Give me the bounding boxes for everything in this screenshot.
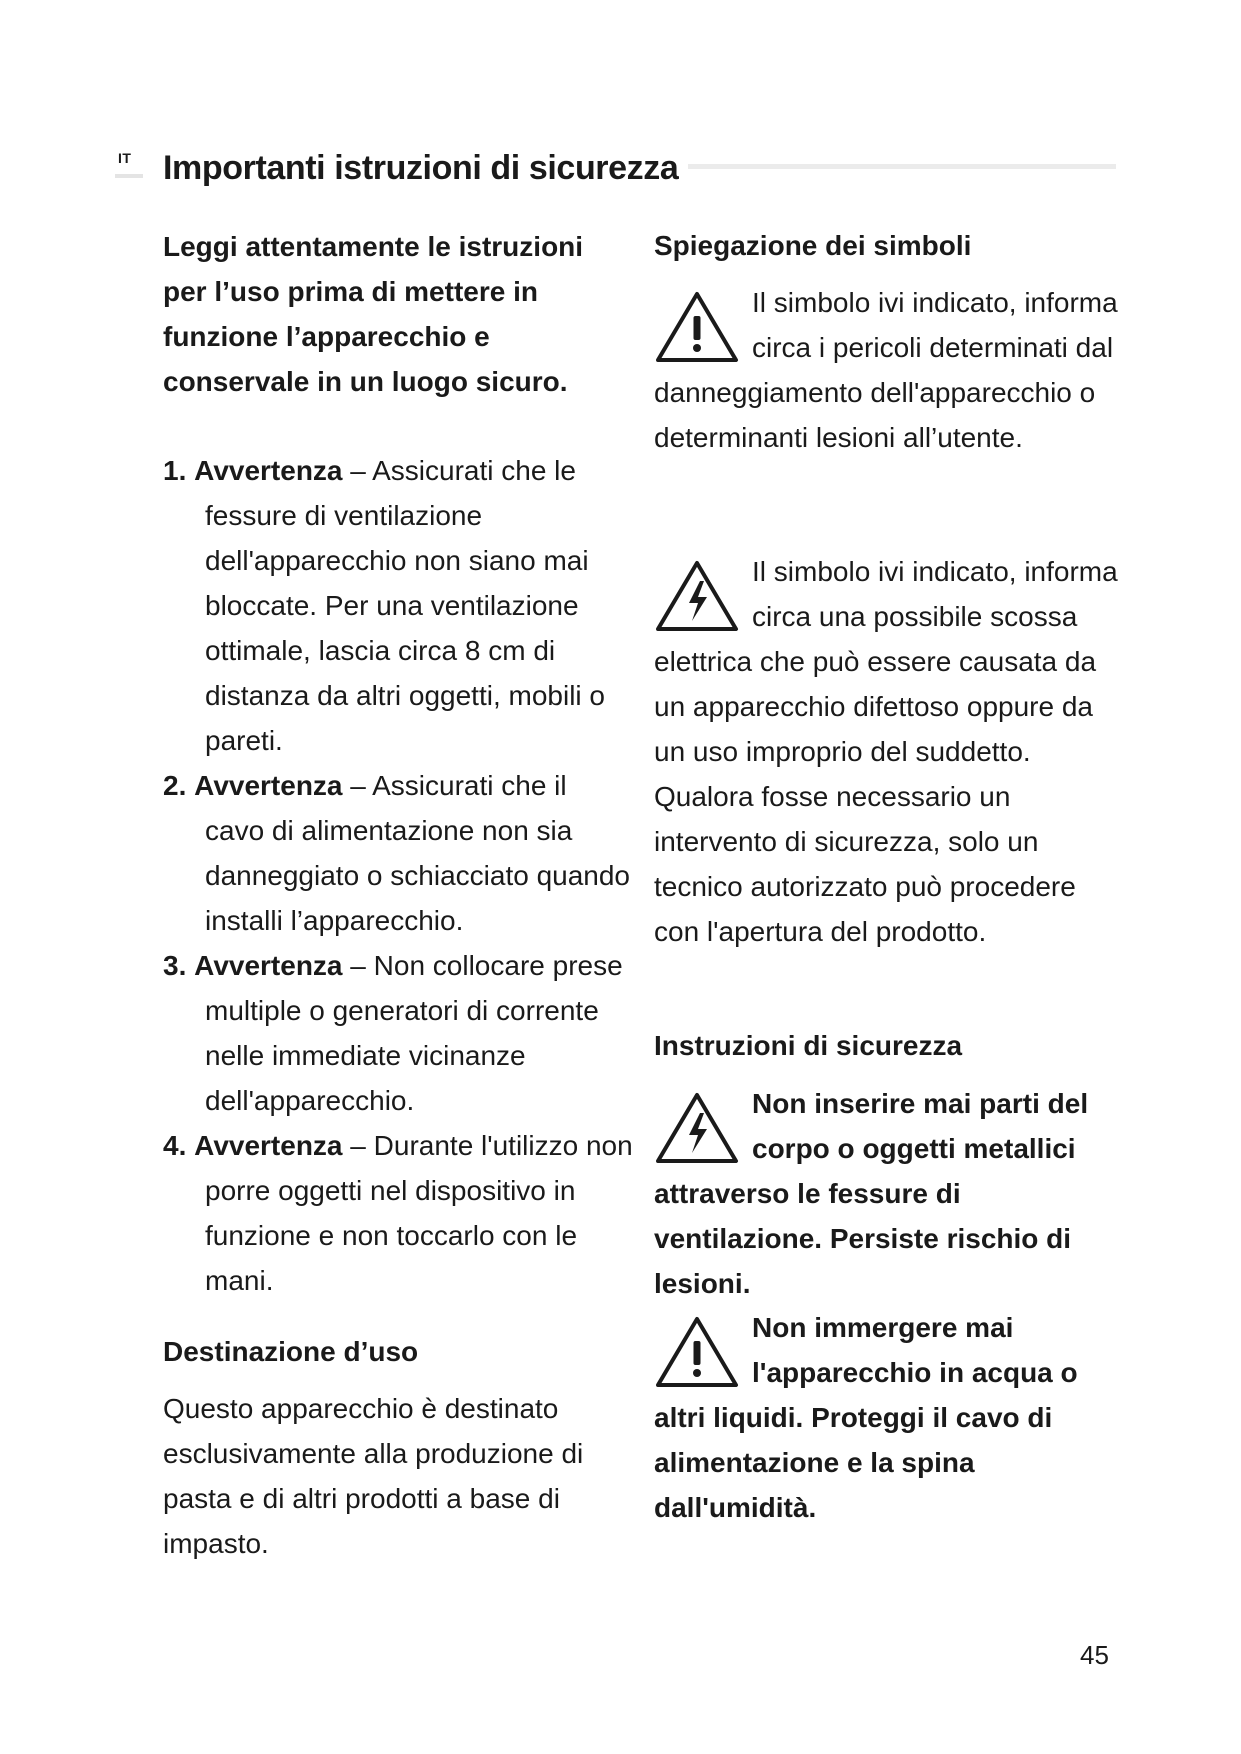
warning-label: Avvertenza xyxy=(194,950,343,981)
warning-item xyxy=(163,763,633,943)
intended-use-heading: Destinazione d’uso xyxy=(163,1336,419,1367)
warning-exclamation-icon xyxy=(654,290,740,364)
electric-shock-warning-icon xyxy=(654,1091,740,1165)
safety-water-warning xyxy=(654,1305,1124,1530)
warning-number: 2. xyxy=(163,770,187,801)
symbols-heading: Spiegazione dei simboli xyxy=(654,230,972,261)
safety-water-text: Non immergere mai l'apparecchio in acqua o altri liquidi. Proteggi il cavo di alimentazione e la spina dall'umidità. xyxy=(654,1312,1078,1523)
warning-label: Avvertenza xyxy=(194,455,343,486)
right-column xyxy=(654,224,1124,1523)
symbol-general-text: Il simbolo ivi indicato, informa circa i pericoli determinati dal danneggiamento dell'apparecchio o determinanti lesioni all’utente. xyxy=(654,287,1118,453)
title-divider xyxy=(688,164,1116,169)
warning-item xyxy=(163,943,633,1123)
warning-number: 4. xyxy=(163,1130,187,1161)
electric-shock-warning-icon xyxy=(654,559,740,633)
warning-number: 1. xyxy=(163,455,187,486)
warning-item xyxy=(163,448,633,763)
warning-number: 3. xyxy=(163,950,187,981)
symbol-general-warning xyxy=(654,280,1124,460)
page-number: 45 xyxy=(1080,1640,1109,1670)
intended-use-text: Questo apparecchio è destinato esclusivamente alla produzione di pasta e di altri prodotti a base di impasto. xyxy=(163,1393,584,1559)
warning-item xyxy=(163,1123,633,1303)
warning-text: – Durante l'utilizzo non porre oggetti nel dispositivo in funzione e non toccarlo con le mani. xyxy=(205,1130,633,1296)
warning-list xyxy=(163,448,633,1303)
warning-text: – Assicurati che le fessure di ventilazione dell'apparecchio non siano mai bloccate. Per una ventilazione ottimale, lascia circa 8 cm di distanza da altri oggetti, mobili o pareti. xyxy=(205,455,605,756)
symbol-electric-text: Il simbolo ivi indicato, informa circa una possibile scossa elettrica che può essere causata da un apparecchio difettoso oppure da un uso improprio del suddetto. Qualora fosse necessario un intervento di sicurezza, solo un tecnico autorizzato può procedere con l'apertura del prodotto. xyxy=(654,556,1118,947)
language-tag-underline xyxy=(115,174,143,178)
warning-label: Avvertenza xyxy=(194,770,343,801)
intro-instruction: Leggi attentamente le istruzioni per l’uso prima di mettere in funzione l’apparecchio e conservale in un luogo sicuro. xyxy=(163,231,584,397)
safety-electric-text: Non inserire mai parti del corpo o oggetti metallici attraverso le fessure di ventilazione. Persiste rischio di lesioni. xyxy=(654,1088,1089,1299)
page-title: Importanti istruzioni di sicurezza xyxy=(163,149,679,187)
symbol-electric-warning xyxy=(654,549,1124,954)
intended-use-section xyxy=(163,1330,633,1566)
safety-heading: Instruzioni di sicurezza xyxy=(654,1030,963,1061)
language-tag: IT xyxy=(118,150,132,166)
safety-electric-warning xyxy=(654,1081,1124,1306)
warning-text: – Non collocare prese multiple o generatori di corrente nelle immediate vicinanze dell'apparecchio. xyxy=(205,950,623,1116)
warning-text: – Assicurati che il cavo di alimentazione non sia danneggiato o schiacciato quando installi l’apparecchio. xyxy=(205,770,631,936)
left-column xyxy=(163,224,633,1559)
warning-exclamation-icon xyxy=(654,1315,740,1389)
warning-label: Avvertenza xyxy=(194,1130,343,1161)
